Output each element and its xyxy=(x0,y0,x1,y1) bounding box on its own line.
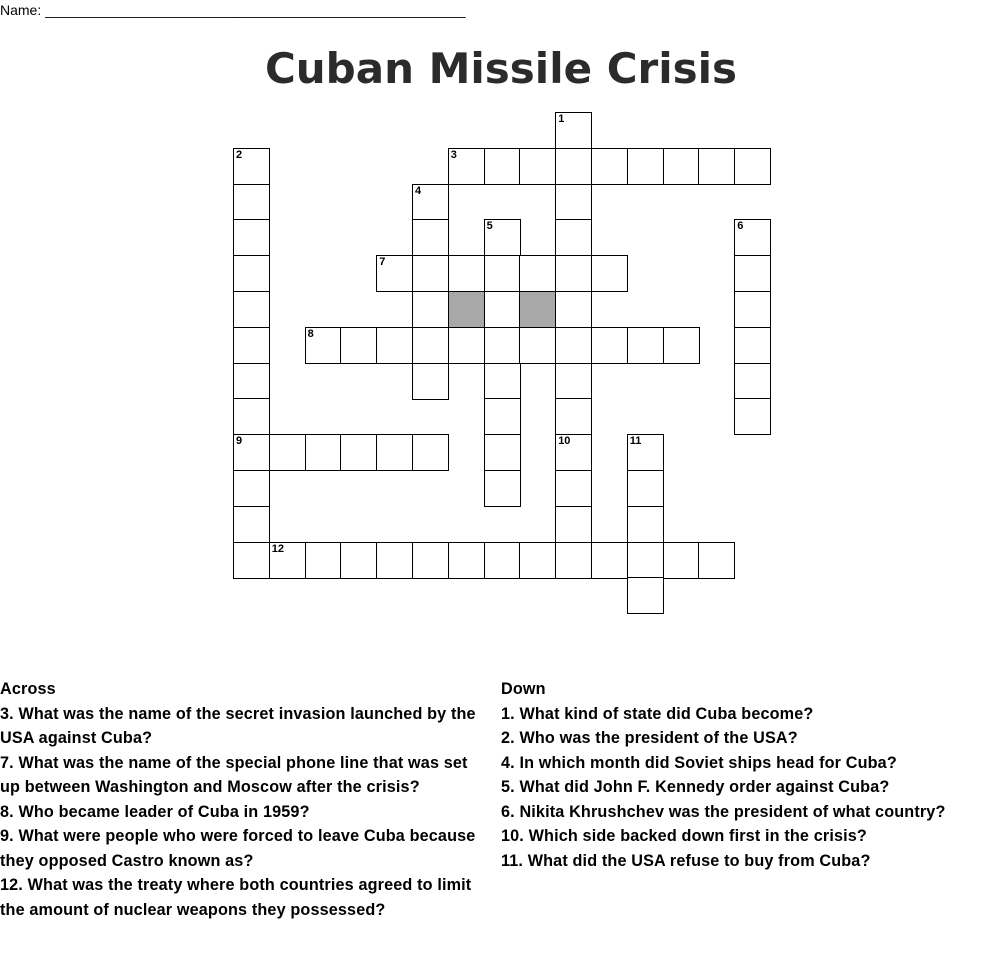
grid-cell[interactable] xyxy=(734,291,771,328)
grid-cell[interactable] xyxy=(734,148,771,185)
grid-cell[interactable] xyxy=(484,542,521,579)
grid-cell[interactable] xyxy=(269,434,306,471)
grid-cell[interactable] xyxy=(555,363,592,400)
grid-cell[interactable] xyxy=(233,327,270,364)
clue-number: 10 xyxy=(558,435,571,448)
grid-cell[interactable] xyxy=(555,398,592,435)
grid-cell[interactable] xyxy=(376,327,413,364)
name-field-label[interactable]: Name: ______________________________________________________ xyxy=(0,2,466,18)
shaded-cell xyxy=(519,291,556,328)
grid-cell[interactable] xyxy=(555,148,592,185)
grid-cell[interactable] xyxy=(484,470,521,507)
grid-cell[interactable] xyxy=(340,434,377,471)
clue-number: 9 xyxy=(236,435,243,448)
down-clue: 1. What kind of state did Cuba become? xyxy=(501,704,814,723)
grid-cell[interactable] xyxy=(734,398,771,435)
grid-cell[interactable] xyxy=(591,542,628,579)
grid-cell[interactable] xyxy=(627,148,664,185)
grid-cell[interactable] xyxy=(663,327,700,364)
across-clue: 8. Who became leader of Cuba in 1959? xyxy=(0,802,310,821)
grid-cell[interactable] xyxy=(555,219,592,256)
across-heading: Across xyxy=(0,680,56,698)
grid-cell[interactable] xyxy=(555,327,592,364)
grid-cell[interactable] xyxy=(269,542,306,579)
grid-cell[interactable] xyxy=(555,255,592,292)
grid-cell[interactable] xyxy=(484,255,521,292)
grid-cell[interactable] xyxy=(519,255,556,292)
grid-cell[interactable] xyxy=(698,542,735,579)
across-clue: 3. What was the name of the secret invasion launched by the USA against Cuba? xyxy=(0,704,476,747)
clue-number: 6 xyxy=(737,220,744,233)
grid-cell[interactable] xyxy=(484,219,521,256)
grid-cell[interactable] xyxy=(734,327,771,364)
grid-cell[interactable] xyxy=(555,112,592,149)
grid-cell[interactable] xyxy=(233,506,270,543)
grid-cell[interactable] xyxy=(698,148,735,185)
grid-cell[interactable] xyxy=(412,327,449,364)
down-clue: 6. Nikita Khrushchev was the president of what country? xyxy=(501,802,946,821)
shaded-cell xyxy=(448,291,485,328)
clue-number: 3 xyxy=(450,148,457,161)
clue-number: 11 xyxy=(629,435,642,448)
down-clue: 11. What did the USA refuse to buy from Cuba? xyxy=(501,851,871,870)
grid-cell[interactable] xyxy=(484,363,521,400)
across-clues xyxy=(0,677,492,922)
grid-cell[interactable] xyxy=(484,148,521,185)
clue-number: 1 xyxy=(558,113,565,125)
across-clue: 7. What was the name of the special phone line that was set up between Washington and Moscow after the crisis? xyxy=(0,753,468,796)
grid-cell[interactable] xyxy=(734,363,771,400)
grid-cell[interactable] xyxy=(484,291,521,328)
grid-cell[interactable] xyxy=(591,327,628,364)
down-clue: 10. Which side backed down first in the crisis? xyxy=(501,827,867,845)
grid-cell[interactable] xyxy=(734,219,771,256)
grid-cell[interactable] xyxy=(412,542,449,579)
grid-cell[interactable] xyxy=(627,542,664,579)
clue-number: 2 xyxy=(236,148,243,161)
across-clue: 12. What was the treaty where both countries agreed to limit the amount of nuclear weapons they possessed? xyxy=(0,876,472,919)
grid-cell[interactable] xyxy=(627,577,664,614)
grid-cell[interactable] xyxy=(448,327,485,364)
grid-cell[interactable] xyxy=(340,542,377,579)
down-clue: 5. What did John F. Kennedy order against Cuba? xyxy=(501,778,890,796)
grid-cell[interactable] xyxy=(233,255,270,292)
down-heading: Down xyxy=(501,680,546,698)
across-clue: 9. What were people who were forced to leave Cuba because they opposed Castro known as? xyxy=(0,827,476,870)
grid-cell[interactable] xyxy=(412,184,449,221)
grid-cell[interactable] xyxy=(376,434,413,471)
grid-cell[interactable] xyxy=(663,542,700,579)
grid-cell[interactable] xyxy=(448,542,485,579)
grid-cell[interactable] xyxy=(233,542,270,579)
grid-cell[interactable] xyxy=(412,291,449,328)
down-clue: 4. In which month did Soviet ships head for Cuba? xyxy=(501,753,897,772)
grid-cell[interactable] xyxy=(233,148,270,185)
clue-number: 12 xyxy=(271,542,285,555)
down-clue: 2. Who was the president of the USA? xyxy=(501,729,798,747)
grid-cell[interactable] xyxy=(591,255,628,292)
grid-cell[interactable] xyxy=(305,542,342,579)
grid-cell[interactable] xyxy=(412,434,449,471)
clue-number: 8 xyxy=(307,327,314,340)
grid-cell[interactable] xyxy=(233,184,270,221)
grid-cell[interactable] xyxy=(412,219,449,256)
grid-cell[interactable] xyxy=(555,506,592,543)
grid-cell[interactable] xyxy=(484,434,521,471)
grid-cell[interactable] xyxy=(519,327,556,364)
grid-cell[interactable] xyxy=(233,363,270,400)
grid-cell[interactable] xyxy=(555,470,592,507)
grid-cell[interactable] xyxy=(233,219,270,256)
clue-number: 5 xyxy=(486,220,493,233)
grid-cell[interactable] xyxy=(555,184,592,221)
grid-cell[interactable] xyxy=(448,148,485,185)
grid-cell[interactable] xyxy=(519,542,556,579)
grid-cell[interactable] xyxy=(627,470,664,507)
grid-cell[interactable] xyxy=(627,434,664,471)
grid-cell[interactable] xyxy=(233,434,270,471)
clue-number: 4 xyxy=(415,184,422,197)
grid-cell[interactable] xyxy=(233,398,270,435)
grid-cell[interactable] xyxy=(591,148,628,185)
grid-cell[interactable] xyxy=(448,255,485,292)
grid-cell[interactable] xyxy=(305,327,342,364)
grid-cell[interactable] xyxy=(519,148,556,185)
grid-cell[interactable] xyxy=(734,255,771,292)
grid-cell[interactable] xyxy=(340,327,377,364)
grid-cell[interactable] xyxy=(376,542,413,579)
grid-cell[interactable] xyxy=(555,434,592,471)
grid-cell[interactable] xyxy=(627,327,664,364)
grid-cell[interactable] xyxy=(484,398,521,435)
down-clues xyxy=(501,677,1002,873)
grid-cell[interactable] xyxy=(305,434,342,471)
puzzle-title: Cuban Missile Crisis xyxy=(264,44,738,93)
grid-cell[interactable] xyxy=(484,327,521,364)
clue-number: 7 xyxy=(379,256,386,269)
grid-cell[interactable] xyxy=(233,470,270,507)
grid-cell[interactable] xyxy=(555,291,592,328)
grid-cell[interactable] xyxy=(663,148,700,185)
grid-cell[interactable] xyxy=(627,506,664,543)
grid-cell[interactable] xyxy=(412,255,449,292)
grid-cell[interactable] xyxy=(376,255,413,292)
grid-cell[interactable] xyxy=(412,363,449,400)
grid-cell[interactable] xyxy=(233,291,270,328)
grid-cell[interactable] xyxy=(555,542,592,579)
